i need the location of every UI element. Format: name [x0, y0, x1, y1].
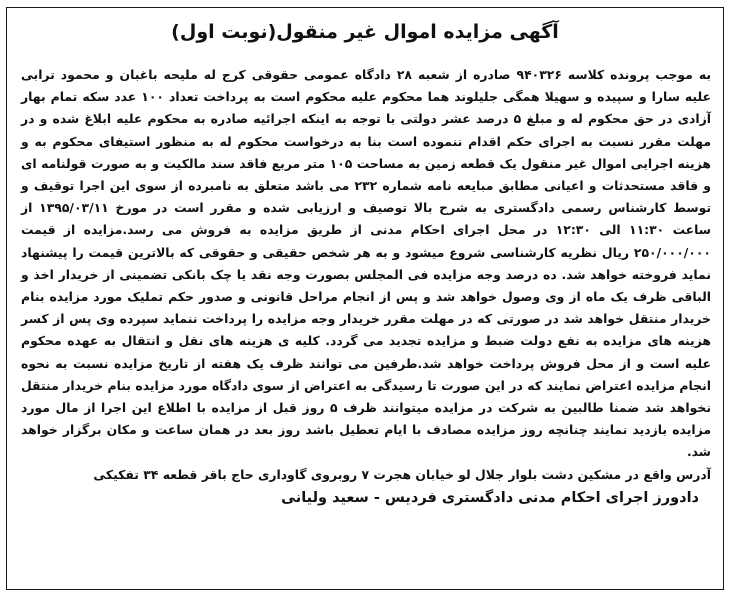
notice-frame: [6, 7, 724, 590]
notice-title: آگهی مزایده اموال غیر منقول(نوبت اول): [171, 21, 559, 43]
notice-address: آدرس واقع در مشکین دشت بلوار جلال لو خیابان هجرت ۷ روبروی گاوداری حاج باقر قطعه ۳۴ تفکیکی: [93, 466, 711, 482]
notice-body-paragraph: به موجب پرونده کلاسه ۹۴۰۳۲۶ صادره از شعبه ۲۸ دادگاه عمومی حقوقی کرج له ملیحه باغبان و محمود ترابی علیه سارا و سپیده و سهیلا همگی جلیلوند هما محکوم علیه محکوم است به پرداخت تعداد ۱۰۰ عدد سکه تمام بهار آزادی در حق محکوم له و مبلغ ۵ درصد عشر دولتی با توجه به اینکه اجرائیه صادره به محکوم علیه ابلاغ شده و در مهلت مقرر نسبت به اجرای حکم اقدام ننموده است بنا به درخواست محکوم له به منظور استیفای محکوم به و هزینه اجرایی اموال غیر منقول یک قطعه زمین به مساحت ۱۰۵ متر مربع فاقد سند مالکیت و به صورت قولنامه ای و فاقد مستحدثات و اعیانی مطابق مبایعه نامه شماره ۲۳۲ می باشد متعلق به نامبرده از سوی این اجرا توقیف و توسط کارشناس رسمی دادگستری به شرح بالا توصیف و ارزیابی شده و مقرر است در مورخ ۱۳۹۵/۰۳/۱۱ از ساعت ۱۱:۳۰ الی ۱۲:۳۰ در محل اجرای احکام مدنی از طریق مزایده به فروش می رسد.مزایده از قیمت ۲۵۰/۰۰۰/۰۰۰ ریال نظریه کارشناسی شروع میشود و به هر شخص حقیقی و حقوقی که بالاترین قیمت را پیشنهاد نماید فروخته خواهد شد. ده درصد وجه مزایده فی المجلس بصورت وجه نقد یا چک بانکی تضمینی از خریدار اخذ و الباقی ظرف یک ماه از وی وصول خواهد شد و پس از انجام مراحل قانونی و صدور حکم تملیک مورد مزایده بنام خریدار منتقل خواهد شد در صورتی که در مهلت مقرر خریدار وجه مزایده را پرداخت ننماید سپرده وی پس از کسر هزینه های مزایده به نفع دولت ضبط و مزایده تجدید می گردد. کلیه ی هزینه های نقل و انتقال به عهده محکوم علیه است و از محل فروش پرداخت خواهد شد.طرفین می توانند ظرف یک هفته از تاریخ مزایده نسبت به نحوه انجام مزایده اعتراض نمایند که در این صورت تا رسیدگی به اعتراض از سوی دادگاه مورد مزایده بنام خریدار منتقل نخواهد شد ضمنا طالبین به شرکت در مزایده میتوانند ظرف ۵ روز قبل از مزایده با اطلاع این اجرا از مال مورد مزایده بازدید نمایند چنانچه روز مزایده مصادف با ایام تعطیل باشد روز بعد در همان ساعت و مکان برگزار خواهد شد.: [21, 67, 712, 460]
notice-signature: دادورز اجرای احکام مدنی دادگستری فردیس - سعید ولیانی: [281, 490, 699, 506]
notice-body: [21, 64, 711, 486]
